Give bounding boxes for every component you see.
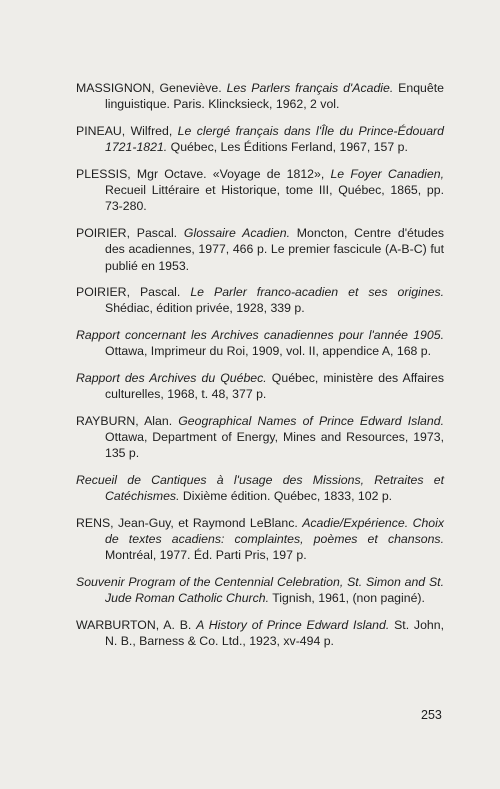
entry-author: RAYBURN, Alan. <box>76 413 179 428</box>
entry-title: Acadie/Expérience. Choix de textes acadiens: complaintes, poèmes et chansons. <box>105 515 445 546</box>
entry-title: Les Parlers français d'Acadie. <box>226 81 394 95</box>
entry-details: Ottawa, Department of Energy, Mines and Resources, 1973, 135 p. <box>105 429 444 461</box>
entry-details: Tignish, 1961, (non paginé). <box>269 591 425 606</box>
entry-details: Québec, ministère des Affaires culturelles, 1968, t. 48, 377 p. <box>105 370 444 402</box>
entry-title: Recueil de Cantiques à l'usage des Missions, Retraites et Catéchismes. <box>76 472 444 504</box>
bibliography-entry <box>76 123 444 156</box>
entry-title: Le Parler franco-acadien et ses origines. <box>190 285 445 300</box>
entry-details: Québec, Les Éditions Ferland, 1967, 157 p. <box>167 140 408 155</box>
entry-author: PINEAU, Wilfred, <box>76 123 178 138</box>
bibliography-entry <box>76 80 444 113</box>
entry-details: Dixième édition. Québec, 1833, 102 p. <box>179 489 393 504</box>
entry-details: Montréal, 1977. Éd. Parti Pris, 197 p. <box>105 548 307 563</box>
bibliography-entry <box>76 166 444 215</box>
entry-author: POIRIER, Pascal. <box>76 225 184 240</box>
entry-author: PLESSIS, Mgr Octave. «Voyage de 1812», <box>76 166 331 181</box>
bibliography-entry <box>76 515 444 564</box>
bibliography-entry <box>76 617 444 650</box>
entry-details: Recueil Littéraire et Historique, tome III, Québec, 1865, pp. 73-280. <box>105 183 444 214</box>
bibliography-entry <box>76 413 444 462</box>
entry-title: Souvenir Program of the Centennial Celebration, St. Simon and St. Jude Roman Catholic Church. <box>76 574 444 606</box>
bibliography-entry <box>76 370 444 403</box>
bibliography-entry <box>76 574 444 607</box>
page-number: 253 <box>421 708 442 722</box>
entry-title: Glossaire Acadien. <box>183 225 291 240</box>
entry-details: St. John, N. B., Barness & Co. Ltd., 1923, xv-494 p. <box>105 617 445 648</box>
entry-details: Enquête linguistique. Paris. Klincksieck, 1962, 2 vol. <box>105 81 444 112</box>
bibliography-list <box>76 80 444 659</box>
entry-title: Rapport concernant les Archives canadiennes pour l'année 1905. <box>76 327 444 342</box>
entry-title: A History of Prince Edward Island. <box>196 617 390 632</box>
entry-details: Shédiac, édition privée, 1928, 339 p. <box>105 301 305 316</box>
entry-title: Le clergé français dans l'Île du Prince-Édouard 1721-1821. <box>105 123 444 155</box>
entry-details: Moncton, Centre d'études des acadiennes, 1977, 466 p. Le premier fascicule (A-B-C) fut publié en 1953. <box>105 225 444 273</box>
bibliography-entry <box>76 284 444 317</box>
entry-title: Le Foyer Canadien, <box>330 166 444 181</box>
bibliography-entry <box>76 472 444 505</box>
entry-details: Ottawa, Imprimeur du Roi, 1909, vol. II, appendice A, 168 p. <box>105 344 432 359</box>
entry-author: MASSIGNON, Geneviève. <box>76 81 227 95</box>
entry-author: POIRIER, Pascal. <box>76 285 191 300</box>
bibliography-entry <box>76 225 444 274</box>
bibliography-entry <box>76 327 444 360</box>
entry-title: Geographical Names of Prince Edward Island. <box>178 413 444 428</box>
entry-title: Rapport des Archives du Québec. <box>76 370 267 385</box>
entry-author: WARBURTON, A. B. <box>76 617 197 632</box>
entry-author: RENS, Jean-Guy, et Raymond LeBlanc. <box>76 515 303 530</box>
